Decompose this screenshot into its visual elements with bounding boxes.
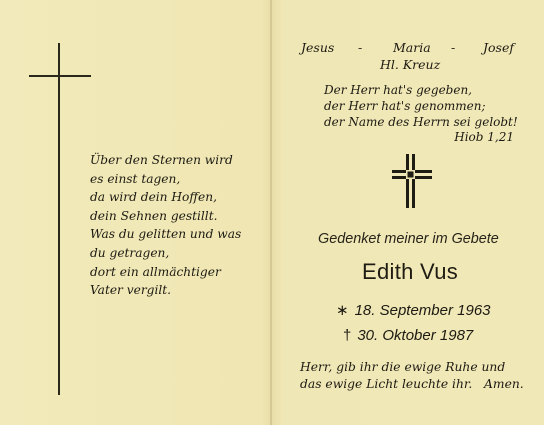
small-cross-icon	[392, 154, 432, 208]
prayer-line: das ewige Licht leuchte ihr. Amen.	[300, 377, 524, 391]
death-date: 30. Oktober 1987	[357, 327, 474, 344]
poem-line: du getragen,	[90, 245, 170, 260]
poem-line: dort ein allmächtiger	[90, 264, 221, 279]
name-maria: Maria	[393, 40, 431, 55]
poem	[90, 151, 260, 300]
verse-line: der Herr hat's genommen;	[324, 99, 486, 113]
prayer-line: Herr, gib ihr die ewige Ruhe und	[300, 360, 506, 374]
birth-star-icon: ∗	[336, 302, 349, 319]
poem-line: da wird dein Hoffen,	[90, 190, 217, 205]
death-line	[343, 327, 473, 344]
name-jesus: Jesus	[301, 40, 335, 55]
dash: -	[451, 40, 456, 55]
dash: -	[358, 40, 363, 55]
verse-line: der Name des Herrn sei gelobt!	[324, 115, 518, 129]
poem-line: Über den Sternen wird	[90, 153, 233, 167]
poem-line: dein Sehnen gestillt.	[90, 208, 218, 223]
deceased-name: Edith Vus	[362, 259, 459, 284]
birth-line	[336, 301, 491, 319]
poem-line: Was du gelitten und was	[90, 227, 242, 242]
name-josef: Josef	[483, 40, 514, 55]
holy-family-names	[301, 40, 515, 56]
subtitle: Hl. Kreuz	[380, 57, 441, 72]
prayer	[300, 359, 524, 393]
poem-line: Vater vergilt.	[90, 283, 172, 298]
death-cross-icon: †	[343, 327, 352, 344]
remembrance-line: Gedenket meiner im Gebete	[318, 231, 499, 247]
bible-verse	[324, 82, 518, 130]
birth-date: 18. September 1963	[354, 302, 491, 319]
poem-line: es einst tagen,	[90, 171, 181, 186]
verse-line: Der Herr hat's gegeben,	[324, 83, 472, 97]
verse-reference: Hiob 1,21	[454, 130, 514, 144]
fold-line	[270, 0, 272, 425]
